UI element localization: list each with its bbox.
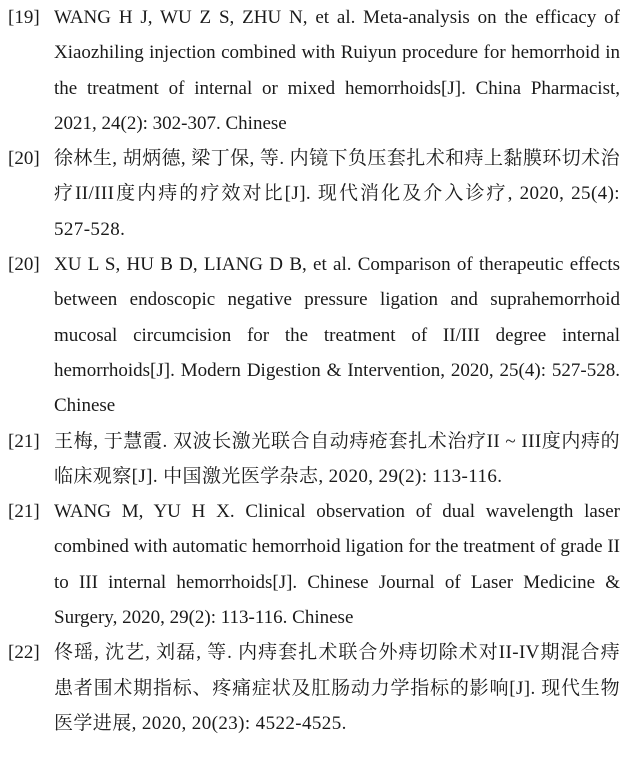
reference-number: [21] bbox=[8, 501, 40, 523]
reference-number: [21] bbox=[8, 430, 40, 452]
reference-text: 徐林生, 胡炳德, 梁丁保, 等. 内镜下负压套扎术和痔上黏膜环切术治疗II/III度内痔的疗效对比[J]. 现代消化及介入诊疗, 2020, 25(4): 527-528. bbox=[54, 148, 620, 240]
reference-text: 王梅, 于慧霞. 双波长激光联合自动痔疮套扎术治疗II ~ III度内痔的临床观察[J]. 中国激光医学杂志, 2020, 29(2): 113-116. bbox=[54, 430, 620, 487]
reference-entry bbox=[0, 494, 630, 635]
reference-text: XU L S, HU B D, LIANG D B, et al. Comparison of therapeutic effects between endoscopic negative pressure ligation and suprahemorrhoid mucosal circumcision for the treatment of II/III degree internal hemorrhoids[J]. Modern Digestion & Intervention, 2020, 25(4): 527-528. Chinese bbox=[54, 254, 620, 417]
reference-entry bbox=[0, 635, 630, 741]
reference-text: WANG H J, WU Z S, ZHU N, et al. Meta-analysis on the efficacy of Xiaozhiling injection combined with Ruiyun procedure for hemorrhoid in the treatment of internal or mixed hemorrhoids[J]. China Pharmacist, 2021, 24(2): 302-307. Chinese bbox=[54, 7, 620, 134]
reference-entry bbox=[0, 0, 630, 141]
reference-number: [20] bbox=[8, 254, 40, 276]
reference-text: WANG M, YU H X. Clinical observation of dual wavelength laser combined with automatic hemorrhoid ligation for the treatment of grade II to III internal hemorrhoids[J]. Chinese Journal of Laser Medicine & Surgery, 2020, 29(2): 113-116. Chinese bbox=[54, 501, 620, 629]
reference-number: [20] bbox=[8, 148, 40, 170]
reference-text: 佟瑶, 沈艺, 刘磊, 等. 内痔套扎术联合外痔切除术对II-IV期混合痔患者围术期指标、疼痛症状及肛肠动力学指标的影响[J]. 现代生物医学进展, 2020, 20(23): 4522-4525. bbox=[54, 642, 620, 734]
reference-entry bbox=[0, 141, 630, 247]
reference-number: [19] bbox=[8, 7, 40, 28]
reference-entry bbox=[0, 247, 630, 423]
reference-number: [22] bbox=[8, 642, 40, 664]
reference-entry bbox=[0, 424, 630, 495]
